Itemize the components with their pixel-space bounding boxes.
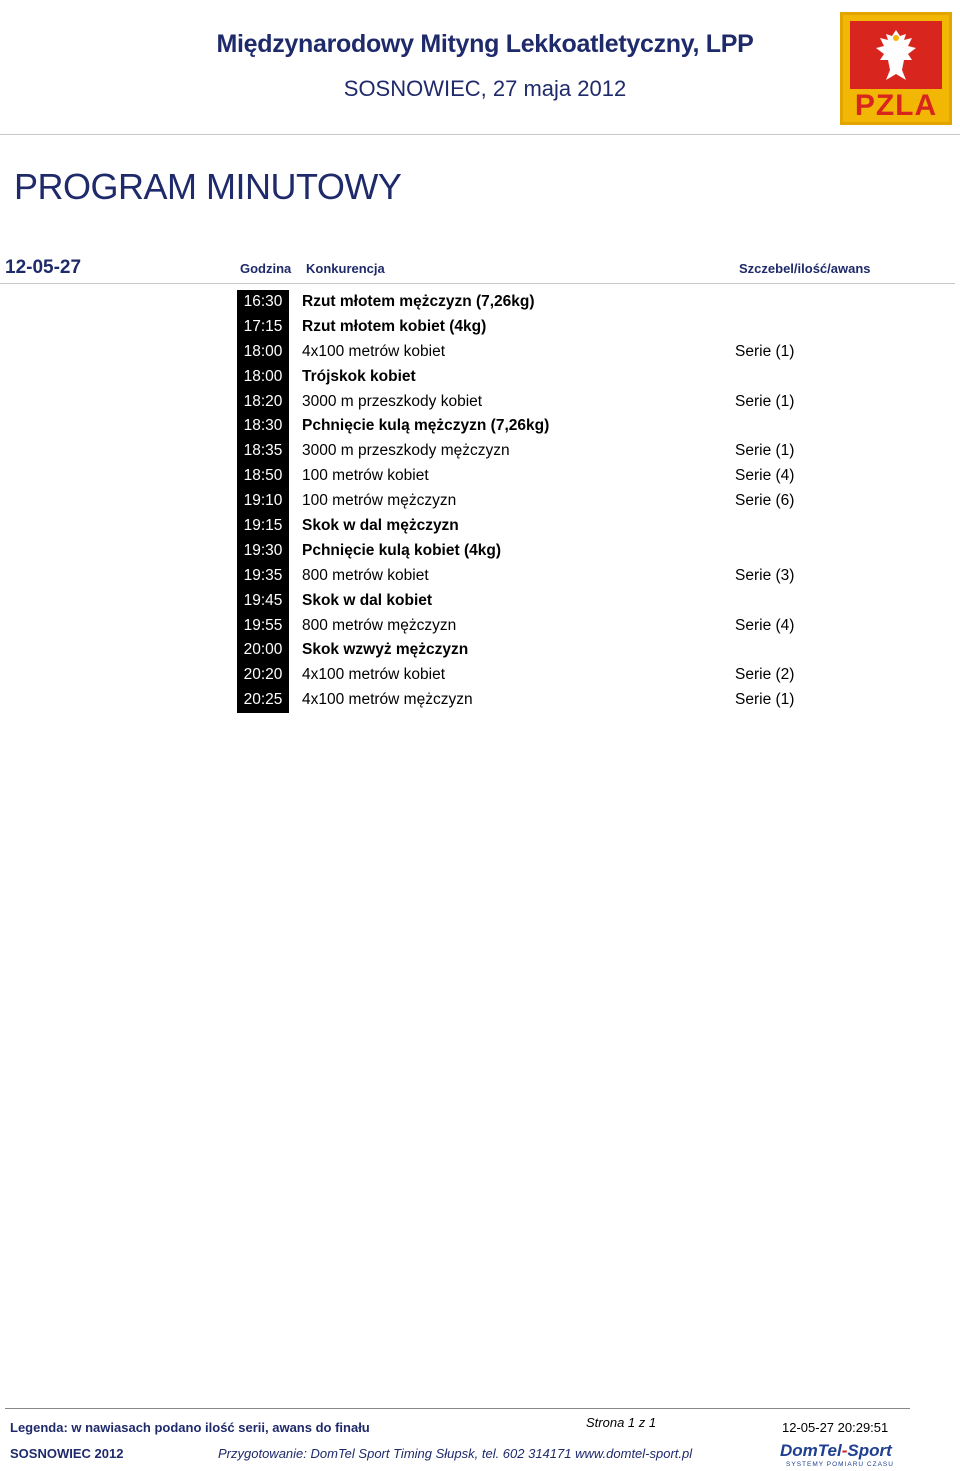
table-row <box>237 589 837 614</box>
row-level: Serie (1) <box>735 691 795 709</box>
row-event: Rzut młotem kobiet (4kg) <box>302 317 487 335</box>
domtel-logo-tagline: SYSTEMY POMIARU CZASU <box>786 1461 894 1468</box>
row-time: 19:35 <box>237 564 289 589</box>
row-level: Serie (2) <box>735 666 795 684</box>
page-title: PROGRAM MINUTOWY <box>14 166 402 207</box>
row-event: 4x100 metrów mężczyzn <box>302 691 473 709</box>
row-time: 16:30 <box>237 290 289 315</box>
row-level: Serie (4) <box>735 467 795 485</box>
table-row <box>237 489 837 514</box>
row-time: 18:20 <box>237 390 289 415</box>
row-event: 4x100 metrów kobiet <box>302 342 446 360</box>
row-time: 17:15 <box>237 315 289 340</box>
row-event: 3000 m przeszkody mężczyzn <box>302 442 510 460</box>
table-row <box>237 663 837 688</box>
footer-place: SOSNOWIEC 2012 <box>10 1446 124 1461</box>
row-level: Serie (1) <box>735 392 795 410</box>
row-time: 20:20 <box>237 663 289 688</box>
table-row <box>237 688 837 713</box>
table-row <box>237 564 837 589</box>
schedule-date: 12-05-27 <box>5 257 82 278</box>
footer-legend: Legenda: w nawiasach podano ilość serii, awans do finału <box>10 1420 370 1435</box>
row-time: 19:10 <box>237 489 289 514</box>
table-row <box>237 315 837 340</box>
pzla-logo-background <box>850 21 942 89</box>
table-divider <box>0 283 955 284</box>
domtel-logo <box>770 1441 910 1469</box>
column-header-time: Godzina <box>240 261 292 276</box>
row-time: 19:15 <box>237 514 289 539</box>
row-event: 100 metrów kobiet <box>302 467 429 485</box>
row-time: 18:50 <box>237 464 289 489</box>
page-number: Strona 1 z 1 <box>586 1415 657 1430</box>
schedule-table <box>237 290 837 713</box>
table-row <box>237 290 837 315</box>
domtel-logo-name <box>780 1441 892 1461</box>
row-time: 20:25 <box>237 688 289 713</box>
row-event: 800 metrów kobiet <box>302 566 429 584</box>
row-event: Pchnięcie kulą kobiet (4kg) <box>302 541 501 559</box>
pzla-logo-text: PZLA <box>854 89 938 122</box>
table-row <box>237 638 837 663</box>
eagle-icon <box>872 26 920 86</box>
row-time: 18:35 <box>237 439 289 464</box>
row-event: 3000 m przeszkody kobiet <box>302 392 483 410</box>
table-row <box>237 390 837 415</box>
row-time: 18:00 <box>237 340 289 365</box>
row-event: Skok wzwyż mężczyzn <box>302 641 469 659</box>
domtel-logo-part2: Sport <box>847 1441 892 1460</box>
row-event: Skok w dal kobiet <box>302 591 433 609</box>
row-time: 20:00 <box>237 638 289 663</box>
table-row <box>237 614 837 639</box>
row-event: Skok w dal mężczyzn <box>302 517 459 535</box>
row-event: Rzut młotem mężczyzn (7,26kg) <box>302 293 535 310</box>
row-event: Pchnięcie kulą mężczyzn (7,26kg) <box>302 417 550 435</box>
row-level: Serie (3) <box>735 566 795 584</box>
row-level: Serie (1) <box>735 342 795 360</box>
row-time: 18:30 <box>237 414 289 439</box>
row-event: 4x100 metrów kobiet <box>302 666 446 684</box>
row-level: Serie (1) <box>735 442 795 460</box>
footer-prepared-by: Przygotowanie: DomTel Sport Timing Słupsk, tel. 602 314171 www.domtel-sport.pl <box>218 1446 693 1461</box>
table-row <box>237 340 837 365</box>
row-time: 18:00 <box>237 365 289 390</box>
pzla-logo <box>840 12 952 125</box>
row-time: 19:55 <box>237 614 289 639</box>
column-header-level: Szczebel/ilość/awans <box>739 261 871 276</box>
meeting-subtitle: SOSNOWIEC, 27 maja 2012 <box>343 76 627 101</box>
row-level: Serie (4) <box>735 616 795 634</box>
meeting-title: Międzynarodowy Mityng Lekkoatletyczny, LPP <box>216 30 754 58</box>
table-row <box>237 514 837 539</box>
table-row <box>237 439 837 464</box>
row-time: 19:30 <box>237 539 289 564</box>
domtel-logo-part1: DomTel <box>780 1441 842 1460</box>
row-event: Trójskok kobiet <box>302 367 416 385</box>
table-row <box>237 414 837 439</box>
row-level: Serie (6) <box>735 492 795 510</box>
table-row <box>237 539 837 564</box>
table-row <box>237 464 837 489</box>
row-event: 800 metrów mężczyzn <box>302 616 457 634</box>
row-time: 19:45 <box>237 589 289 614</box>
column-header-event: Konkurencja <box>306 261 385 276</box>
domtel-logo-dash: - <box>841 1441 848 1460</box>
print-timestamp: 12-05-27 20:29:51 <box>782 1420 889 1435</box>
header-divider <box>0 134 960 135</box>
footer-divider <box>5 1408 910 1409</box>
table-row <box>237 365 837 390</box>
row-event: 100 metrów mężczyzn <box>302 492 457 510</box>
